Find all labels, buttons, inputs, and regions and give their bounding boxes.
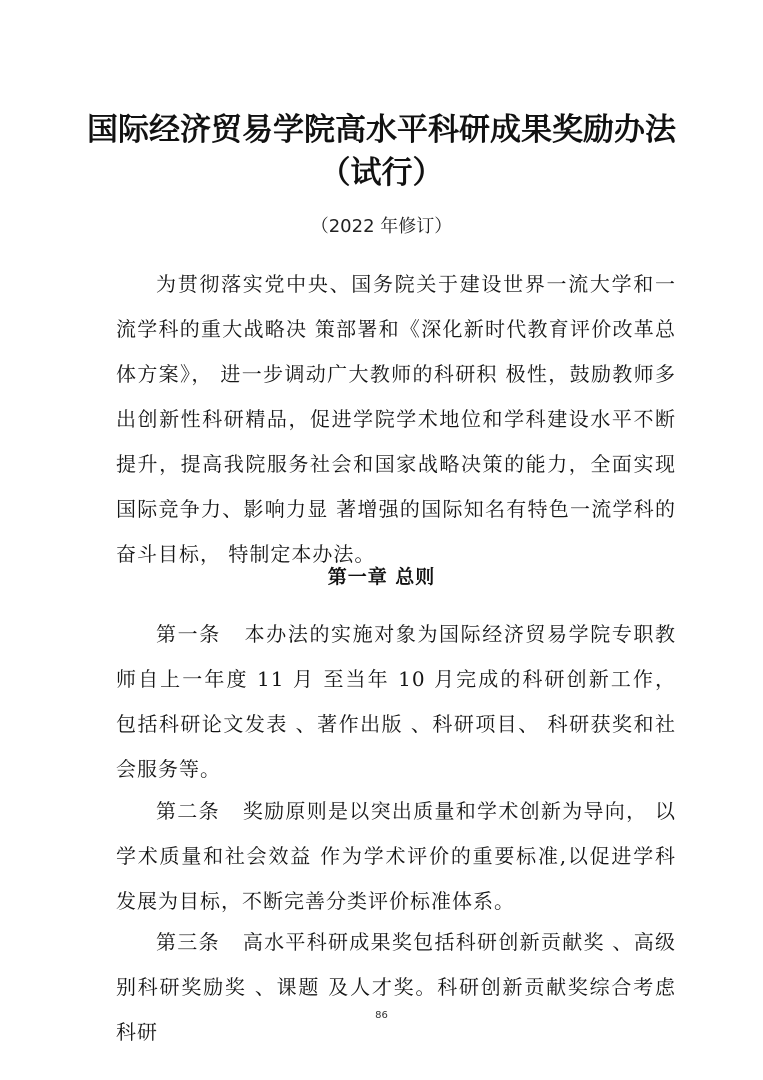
article-1-label: 第一条 [156, 622, 221, 646]
intro-paragraph: 为贯彻落实党中央、国务院关于建设世界一流大学和一流学科的重大战略决 策部署和《深化新时代教育评价改革总体方案》， 进一步调动广大教师的科研积 极性，鼓励教师多出创新性科研精品，促进学院学术地位和学科建设水平不断提升，提高我院服务社会和国家战略决策的能力，全面实现国际竞争力、影响力显 著增强的国际知名有特色一流学科的奋斗目标， 特制定本办法。 [116, 272, 676, 566]
article-2-text: 奖励原则是以突出质量和学术创新为导向， 以学术质量和社会效益 作为学术评价的重要标准,以促进学科发展为目标，不断完善分类评价标准体系。 [116, 799, 677, 913]
article-3-label: 第三条 [156, 930, 220, 954]
page-number: 86 [375, 1010, 388, 1021]
document-title: 国际经济贸易学院高水平科研成果奖励办法 [87, 112, 676, 148]
article-3 [116, 920, 676, 1055]
article-1-text: 本办法的实施对象为国际经济贸易学院专职教师自上一年度 11 月 至当年 10 月完成的科研创新工作， 包括科研论文发表 、著作出版 、科研项目、 科研获奖和社会服务等。 [116, 622, 677, 781]
document-title-trial: （试行） [319, 155, 444, 191]
chapter-heading: 第一章 总则 [327, 566, 436, 588]
revision-note: （2022 年修订） [310, 216, 453, 237]
article-2 [116, 789, 676, 924]
article-2-label: 第二条 [156, 799, 220, 823]
article-3-text: 高水平科研成果奖包括科研创新贡献奖 、高级别科研奖励奖 、课题 及人才奖。科研创新贡献奖综合考虑科研 [116, 930, 677, 1044]
article-1 [116, 612, 676, 792]
